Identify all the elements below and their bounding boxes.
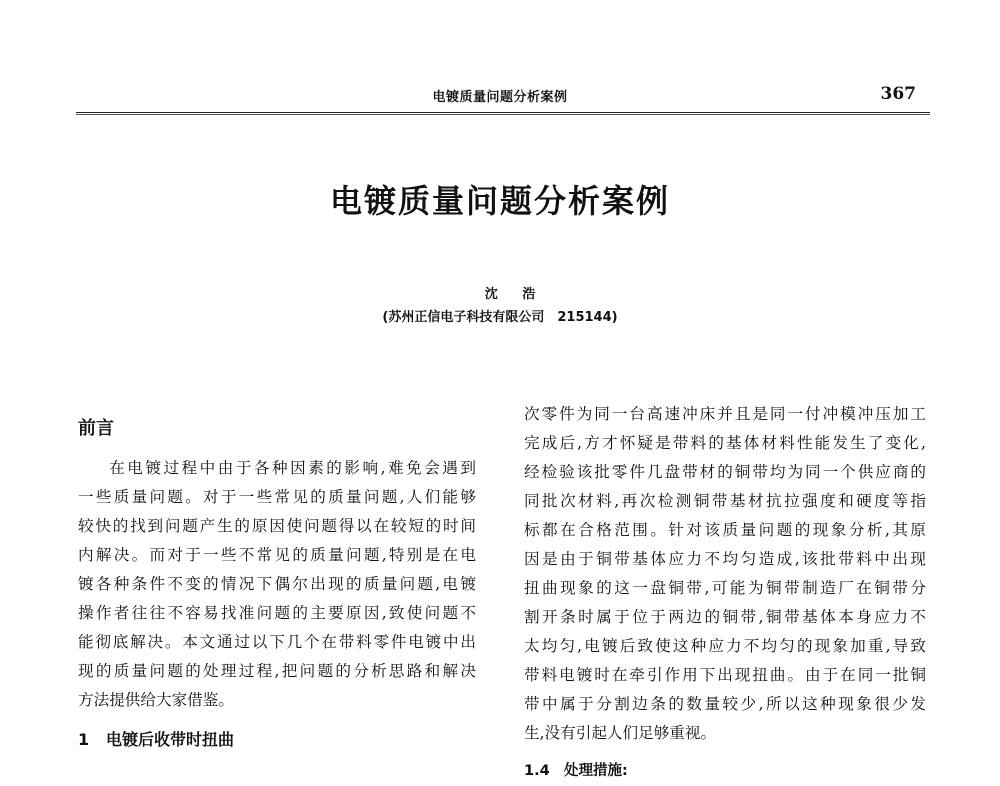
page-number: 367 (880, 84, 916, 104)
text-line: 带料电镀时在牵引作用下出现扭曲。由于在同一批铜 (524, 666, 926, 684)
text-line: 太均匀,电镀后致使这种应力不均匀的现象加重,导致 (524, 637, 926, 655)
article-title: 电镀质量问题分析案例 (329, 182, 670, 220)
text-line: 镀各种条件不变的情况下偶尔出现的质量问题,电镀 (78, 575, 476, 593)
running-title: 电镀质量问题分析案例 (432, 90, 568, 105)
continued-paragraph (524, 400, 926, 748)
text-line: 内解决。而对于一些不常见的质量问题,特别是在电 (78, 546, 476, 564)
text-line: 生,没有引起人们足够重视。 (524, 724, 717, 742)
subsection-number: 1.4 (524, 763, 550, 779)
text-line: 在电镀过程中由于各种因素的影响,难免会遇到 (109, 459, 476, 477)
section-title: 电镀后收带时扭曲 (106, 730, 235, 749)
text-line: 带中属于分割边条的数量较少,所以这种现象很少发 (524, 695, 926, 713)
preface-heading: 前言 (78, 418, 114, 439)
running-header (76, 84, 924, 112)
author-name: 沈 浩 (484, 287, 546, 302)
text-line: 次零件为同一台高速冲床并且是同一付冲模冲压加工 (524, 405, 926, 423)
text-line: 操作者往往不容易找准问题的主要原因,致使问题不 (78, 604, 476, 622)
text-line: 一些质量问题。对于一些常见的质量问题,人们能够 (78, 488, 476, 506)
text-line: 因是由于铜带基体应力不均匀造成,该批带料中出现 (524, 550, 926, 568)
preface-paragraph (78, 454, 476, 715)
subsection-1-4-heading (524, 756, 926, 786)
text-line: 完成后,方才怀疑是带料的基体材料性能发生了变化, (524, 434, 926, 452)
text-line: 经检验该批零件几盘带材的铜带均为同一个供应商的 (524, 463, 926, 481)
text-line: 较快的找到问题产生的原因使问题得以在较短的时间 (78, 517, 476, 535)
text-line: 扭曲现象的这一盘铜带,可能为铜带制造厂在铜带分 (524, 579, 926, 597)
text-line: 方法提供给大家借鉴。 (78, 691, 234, 709)
text-line: 割开条时属于位于两边的铜带,铜带基体本身应力不 (524, 608, 926, 626)
author-affiliation: (苏州正信电子科技有限公司 215144) (382, 310, 618, 325)
header-rule (76, 112, 930, 115)
text-line: 标都在合格范围。针对该质量问题的现象分析,其原 (524, 521, 926, 539)
left-column (78, 412, 476, 755)
subsection-title: 处理措施: (564, 763, 628, 779)
section-number: 1 (78, 730, 90, 749)
right-column (524, 400, 926, 786)
text-line: 同批次材料,再次检测铜带基材抗拉强度和硬度等指 (524, 492, 926, 510)
text-line: 现的质量问题的处理过程,把问题的分析思路和解决 (78, 662, 476, 680)
section-1-heading (78, 725, 476, 755)
text-line: 能彻底解决。本文通过以下几个在带料零件电镀中出 (78, 633, 476, 651)
